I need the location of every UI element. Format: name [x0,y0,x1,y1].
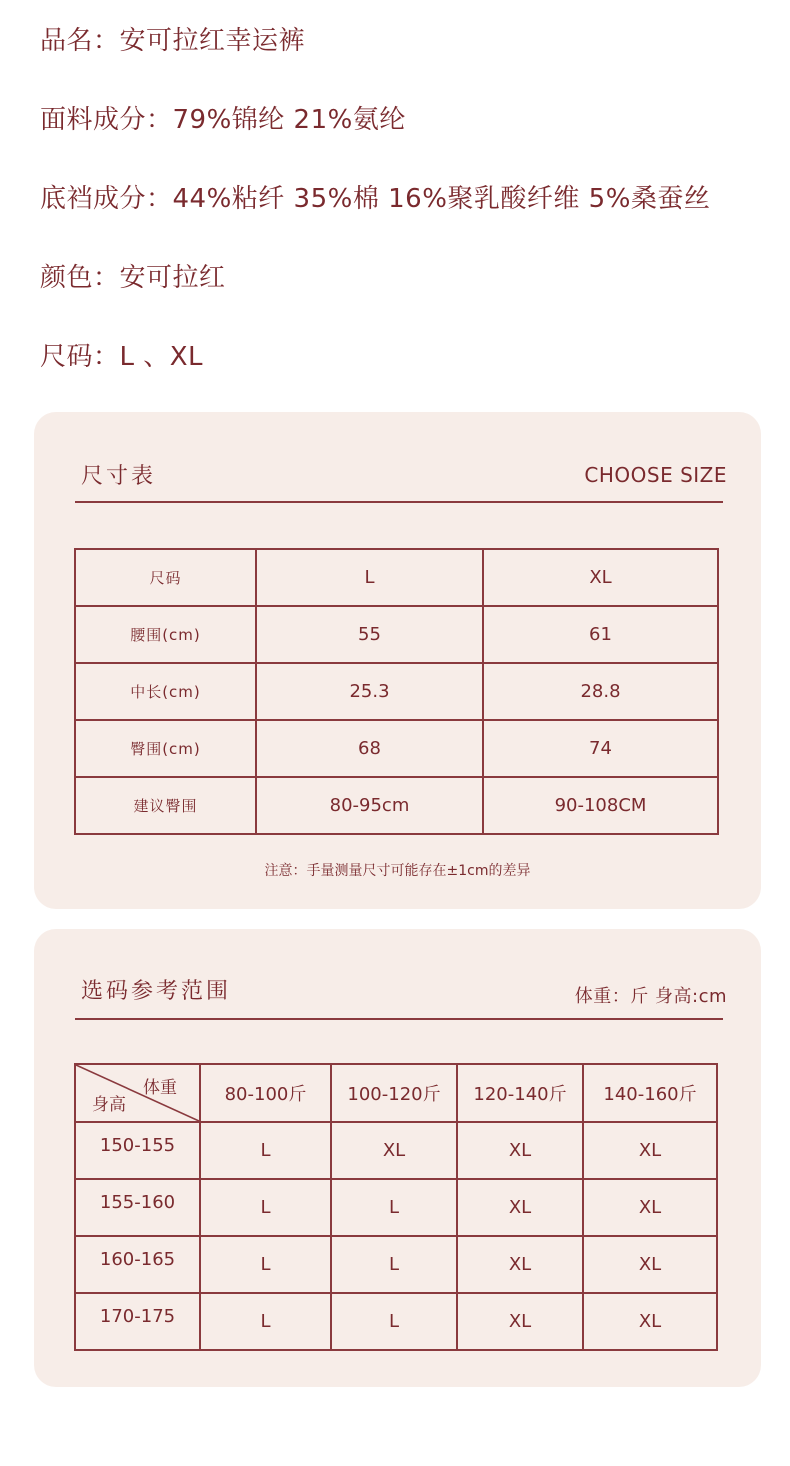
size-chart-table [74,548,719,835]
height-range-label: 150-155 [75,1122,200,1179]
size-chart-cell: 28.8 [483,663,718,720]
recommended-size-cell: L [331,1293,457,1350]
recommended-size-cell: XL [457,1179,583,1236]
recommended-size-cell: L [200,1236,331,1293]
recommended-size-cell: XL [457,1236,583,1293]
size-chart-card [34,412,761,909]
size-guide-row [75,1293,717,1350]
size-chart-row-label: 腰围(cm) [75,606,256,663]
size-chart-row [75,777,718,834]
size-guide-row [75,1122,717,1179]
recommended-size-cell: L [331,1179,457,1236]
height-range-label: 170-175 [75,1293,200,1350]
recommended-size-cell: L [200,1293,331,1350]
recommended-size-cell: XL [457,1293,583,1350]
size-chart-cell: 61 [483,606,718,663]
size-chart-row-label: 建议臀围 [75,777,256,834]
recommended-size-cell: L [331,1236,457,1293]
product-name: 品名：安可拉红幸运裤 [40,26,306,56]
size-guide-card [34,929,761,1387]
size-guide-divider [75,1018,723,1020]
recommended-size-cell: L [200,1122,331,1179]
recommended-size-cell: XL [583,1122,717,1179]
size-chart-cell: L [256,549,483,606]
size-chart-row-label: 臀围(cm) [75,720,256,777]
size-chart-row [75,663,718,720]
crotch-composition: 底裆成分：44%粘纤 35%棉 16%聚乳酸纤维 5%桑蚕丝 [40,184,711,214]
recommended-size-cell: XL [583,1236,717,1293]
size-chart-cell: 80-95cm [256,777,483,834]
size-chart-cell: 55 [256,606,483,663]
size-guide-subtitle: 体重：斤 身高:cm [574,986,727,1007]
weight-range-header: 140-160斤 [583,1064,717,1122]
recommended-size-cell: XL [583,1293,717,1350]
height-range-label: 155-160 [75,1179,200,1236]
recommended-size-cell: XL [457,1122,583,1179]
size-guide-table [74,1063,718,1351]
corner-weight-label: 体重 [143,1078,177,1098]
product-color: 颜色：安可拉红 [40,263,226,293]
weight-range-header: 100-120斤 [331,1064,457,1122]
size-guide-row [75,1236,717,1293]
size-chart-cell: 74 [483,720,718,777]
size-chart-cell: XL [483,549,718,606]
size-guide-header-row [75,1064,717,1122]
weight-range-header: 80-100斤 [200,1064,331,1122]
weight-range-header: 120-140斤 [457,1064,583,1122]
size-guide-row [75,1179,717,1236]
measurement-note: 注意：手量测量尺寸可能存在±1cm的差异 [264,863,531,879]
size-chart-divider [75,501,723,503]
size-chart-title: 尺寸表 [81,464,157,489]
size-chart-row-label: 中长(cm) [75,663,256,720]
recommended-size-cell: XL [583,1179,717,1236]
size-chart-cell: 68 [256,720,483,777]
height-range-label: 160-165 [75,1236,200,1293]
recommended-size-cell: XL [331,1122,457,1179]
size-chart-subtitle: CHOOSE SIZE [584,463,727,487]
size-guide-title: 选码参考范围 [81,979,232,1004]
fabric-composition: 面料成分：79%锦纶 21%氨纶 [40,105,406,135]
size-chart-row [75,606,718,663]
recommended-size-cell: L [200,1179,331,1236]
size-chart-cell: 25.3 [256,663,483,720]
size-chart-row-label: 尺码 [75,549,256,606]
size-chart-header-row [75,549,718,606]
size-chart-cell: 90-108CM [483,777,718,834]
weight-height-corner [75,1064,200,1122]
product-sizes: 尺码：L 、XL [40,342,204,372]
corner-height-label: 身高 [92,1095,126,1115]
size-chart-row [75,720,718,777]
